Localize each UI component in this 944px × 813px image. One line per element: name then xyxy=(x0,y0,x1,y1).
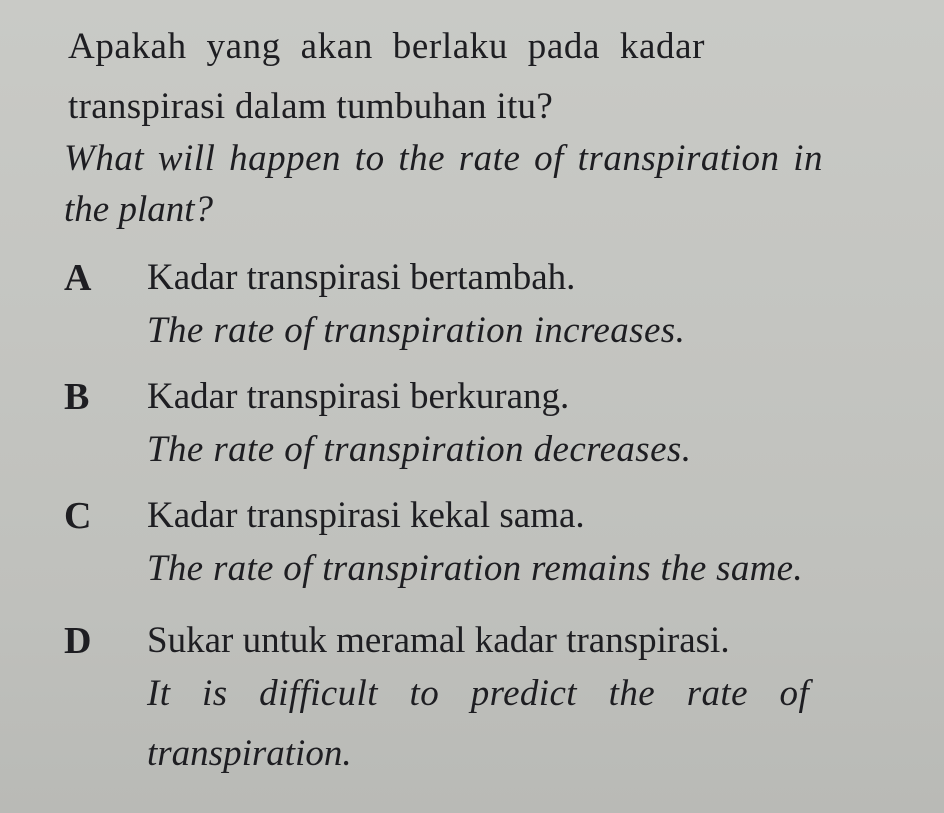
option-letter-b: B xyxy=(64,376,90,418)
question-stem-malay-line-1: Apakah yang akan berlaku pada kadar xyxy=(68,26,706,67)
question-stem-malay-line-2: transpirasi dalam tumbuhan itu? xyxy=(68,86,554,127)
option-c-english: The rate of transpiration remains the same. xyxy=(147,548,803,589)
option-b-malay: Kadar transpirasi berkurang. xyxy=(147,376,570,417)
option-letter-d: D xyxy=(64,620,92,662)
option-letter-c: C xyxy=(64,495,92,537)
question-stem-english-line-2: the plant? xyxy=(64,189,214,230)
option-d-malay: Sukar untuk meramal kadar transpirasi. xyxy=(147,620,730,661)
option-b-english: The rate of transpiration decreases. xyxy=(147,429,692,470)
option-d-english-line-1: It is difficult to predict the rate of xyxy=(147,673,810,714)
option-c-malay: Kadar transpirasi kekal sama. xyxy=(147,495,585,536)
option-letter-a: A xyxy=(64,257,92,299)
option-a-english: The rate of transpiration increases. xyxy=(147,310,686,351)
option-a-malay: Kadar transpirasi bertambah. xyxy=(147,257,576,298)
option-d-english-line-2: transpiration. xyxy=(147,733,352,774)
question-stem-english-line-1: What will happen to the rate of transpiration in xyxy=(64,138,823,179)
